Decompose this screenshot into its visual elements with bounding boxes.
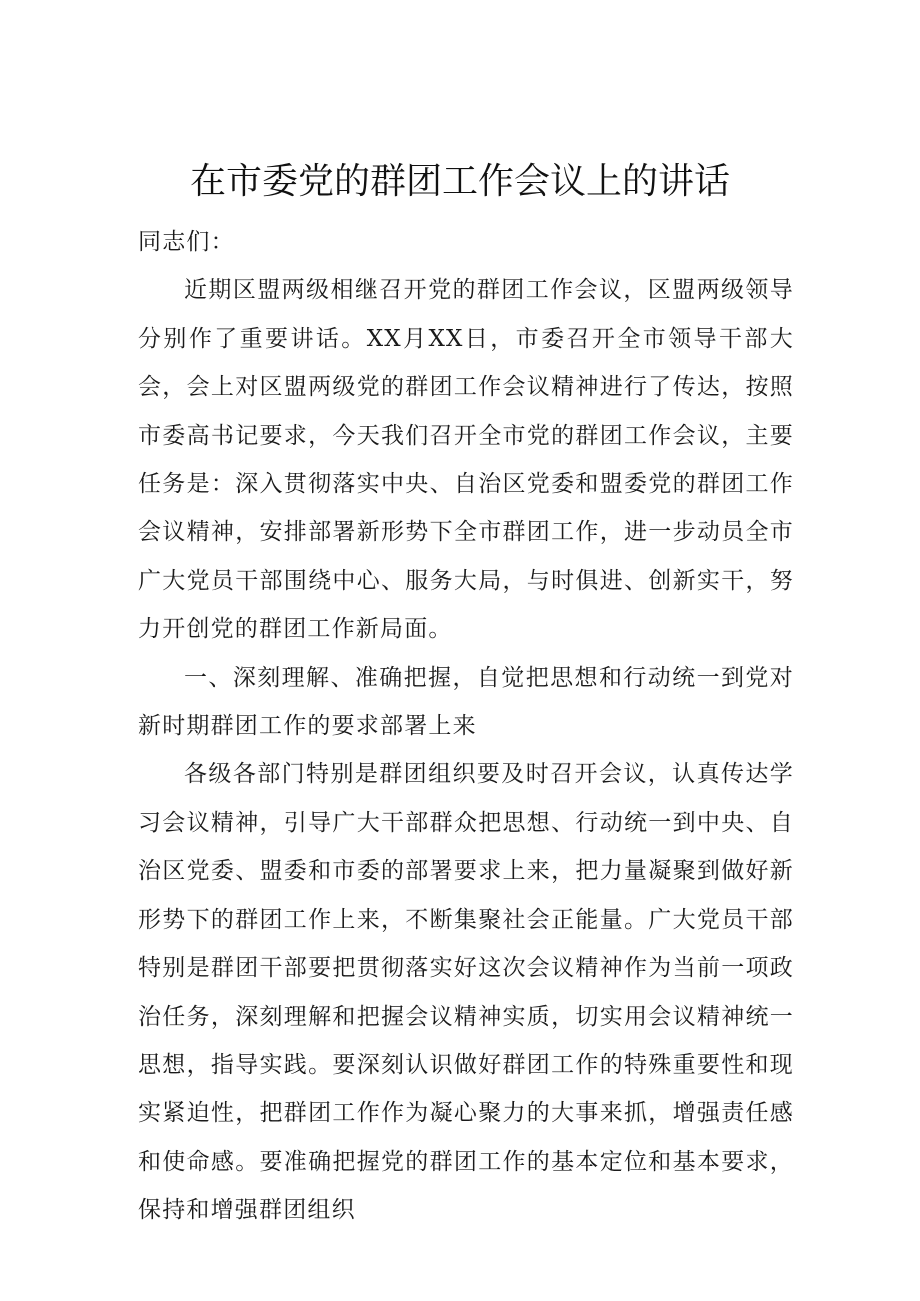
salutation: 同志们： (138, 229, 235, 255)
paragraph-section-one: 各级各部门特别是群团组织要及时召开会议，认真传达学习会议精神，引导广大干部群众把思想、行动统一到中央、自治区党委、盟委和市委的部署要求上来，把力量凝聚到做好新形势下的群团工作上来，不断集聚社会正能量。广大党员干部特别是群团干部要把贯彻落实好这次会议精神作为当前一项政治任务，深刻理解和把握会议精神实质，切实用会议精神统一思想，指导实践。要深刻认识做好群团工作的特殊重要性和现实紧迫性，把群团工作作为凝心聚力的大事来抓，增强责任感和使命感。要准确把握党的群团工作的基本定位和基本要求，保持和增强群团组织 (138, 761, 794, 1224)
document-title: 在市委党的群团工作会议上的讲话 (189, 161, 730, 202)
section-heading-one: 一、深刻理解、准确把握，自觉把思想和行动统一到党对新时期群团工作的要求部署上来 (138, 664, 794, 740)
document-body (138, 218, 794, 1235)
paragraph-intro: 近期区盟两级相继召开党的群团工作会议，区盟两级领导分别作了重要讲话。XX月XX日，市委召开全市领导干部大会，会上对区盟两级党的群团工作会议精神进行了传达，按照市委高书记要求，今天我们召开全市党的群团工作会议，主要任务是：深入贯彻落实中央、自治区党委和盟委党的群团工作会议精神，安排部署新形势下全市群团工作，进一步动员全市广大党员干部围绕中心、服务大局，与时俱进、创新实干，努力开创党的群团工作新局面。 (138, 277, 794, 643)
